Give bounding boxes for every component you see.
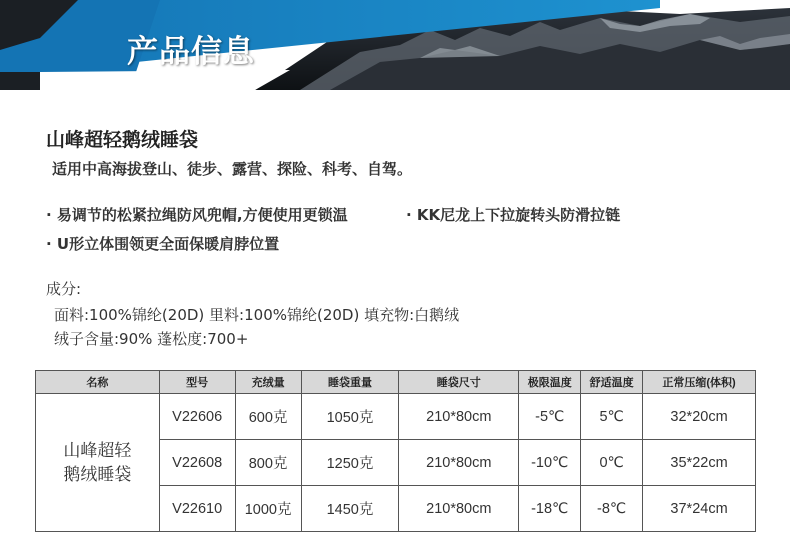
column-header: 舒适温度 <box>581 371 643 394</box>
composition-materials: 面料:100%锦纶(20D) 里料:100%锦纶(20D) 填充物:白鹅绒 <box>54 306 460 324</box>
column-header: 名称 <box>36 371 160 394</box>
feature-item: · U形立体围领更全面保暖肩脖位置 <box>46 235 280 253</box>
table-cell: 1450克 <box>301 486 399 532</box>
table-cell: 32*20cm <box>643 394 756 440</box>
column-header: 睡袋尺寸 <box>399 371 519 394</box>
table-cell: 600克 <box>235 394 301 440</box>
table-cell: 210*80cm <box>399 440 519 486</box>
name-line: 鹅绒睡袋 <box>63 464 132 484</box>
table-row <box>36 394 756 440</box>
table-cell: 5℃ <box>581 394 643 440</box>
table-cell: 35*22cm <box>643 440 756 486</box>
table-cell: 0℃ <box>581 440 643 486</box>
table-cell: -18℃ <box>519 486 581 532</box>
table-cell: -5℃ <box>519 394 581 440</box>
table-cell: 37*24cm <box>643 486 756 532</box>
table-cell: V22610 <box>159 486 235 532</box>
feature-item: · KK尼龙上下拉旋转头防滑拉链 <box>406 206 621 224</box>
table-cell: 210*80cm <box>399 394 519 440</box>
page-title: 产品信息 <box>127 34 255 70</box>
product-usage: 适用中高海拔登山、徒步、露营、探险、科考、自驾。 <box>52 160 413 178</box>
composition-label: 成分: <box>46 280 82 298</box>
composition-fill-specs: 绒子含量:90% 蓬松度:700+ <box>54 330 249 348</box>
table-cell: 1000克 <box>235 486 301 532</box>
table-cell: 800克 <box>235 440 301 486</box>
table-cell: 210*80cm <box>399 486 519 532</box>
table-cell: -8℃ <box>581 486 643 532</box>
header-banner <box>0 0 790 90</box>
column-header: 睡袋重量 <box>301 371 399 394</box>
table-cell: 1050克 <box>301 394 399 440</box>
product-name-cell <box>36 394 160 532</box>
column-header: 充绒量 <box>235 371 301 394</box>
table-cell: V22608 <box>159 440 235 486</box>
table-header-row <box>36 371 756 394</box>
table-cell: V22606 <box>159 394 235 440</box>
product-name: 山峰超轻鹅绒睡袋 <box>46 129 199 151</box>
table-cell: -10℃ <box>519 440 581 486</box>
spec-table <box>35 370 756 532</box>
table-cell: 1250克 <box>301 440 399 486</box>
column-header: 正常压缩(体积) <box>643 371 756 394</box>
feature-item: · 易调节的松紧拉绳防风兜帽,方便使用更锁温 <box>46 206 348 224</box>
column-header: 型号 <box>159 371 235 394</box>
column-header: 极限温度 <box>519 371 581 394</box>
name-line: 山峰超轻 <box>63 440 132 460</box>
mountain-banner-image <box>0 0 790 90</box>
